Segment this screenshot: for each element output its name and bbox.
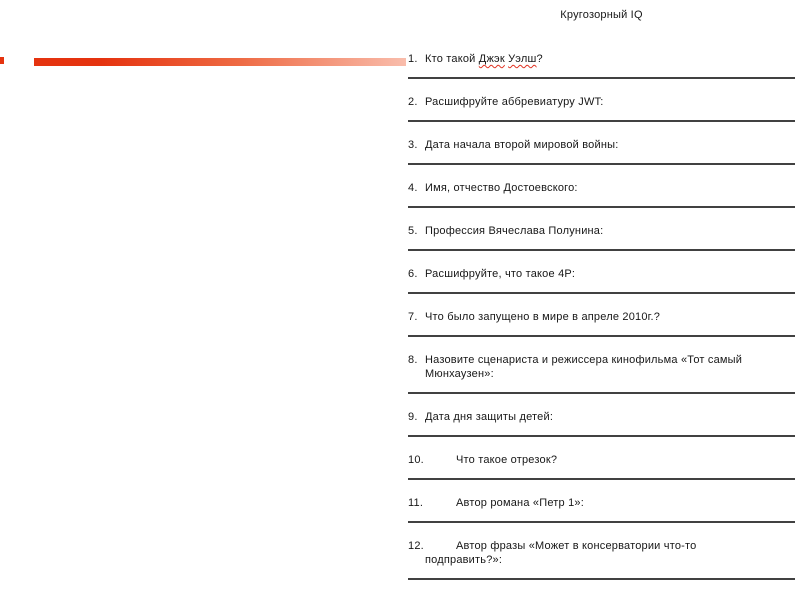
question-number: 6. <box>408 268 418 280</box>
question-item <box>408 353 795 394</box>
question-text: Дата начала второй мировой войны: <box>425 139 619 151</box>
red-accent-edge <box>0 57 4 64</box>
question-item <box>408 453 795 480</box>
answer-line <box>408 292 795 294</box>
question-item <box>408 310 795 337</box>
page-title: Кругозорный IQ <box>560 9 643 21</box>
answer-line <box>408 206 795 208</box>
question-item <box>408 138 795 165</box>
question-item <box>408 410 795 437</box>
question-text: Что такое отрезок? <box>456 454 558 466</box>
question-row <box>408 496 795 510</box>
question-number: 2. <box>408 96 418 108</box>
question-row <box>408 353 795 381</box>
question-row <box>408 138 795 152</box>
question-row <box>408 267 795 281</box>
question-number: 5. <box>408 225 418 237</box>
question-number: 9. <box>408 411 418 423</box>
question-text: Расшифруйте, что такое 4P: <box>425 268 576 280</box>
answer-line <box>408 521 795 523</box>
question-list <box>408 52 795 580</box>
question-number: 12. <box>408 540 424 552</box>
answer-line <box>408 335 795 337</box>
quiz-content <box>408 0 795 596</box>
question-text: Профессия Вячеслава Полунина: <box>425 225 604 237</box>
question-item <box>408 224 795 251</box>
question-text: Назовите сценариста и режиссера кинофильма «Тот самый Мюнхаузен»: <box>425 354 743 380</box>
answer-line <box>408 435 795 437</box>
question-item <box>408 267 795 294</box>
question-number: 4. <box>408 182 418 194</box>
question-row <box>408 181 795 195</box>
question-number: 10. <box>408 454 424 466</box>
question-number: 1. <box>408 53 418 65</box>
question-text: Автор фразы «Может в консерватории что-то подправить?»: <box>425 540 697 566</box>
question-row <box>408 52 795 66</box>
answer-line <box>408 392 795 394</box>
question-item <box>408 181 795 208</box>
question-row <box>408 453 795 467</box>
question-number: 11. <box>408 497 424 509</box>
answer-line <box>408 249 795 251</box>
answer-line <box>408 120 795 122</box>
red-accent-bar <box>34 58 406 66</box>
question-item <box>408 496 795 523</box>
question-text: Расшифруйте аббревиатуру JWT: <box>425 96 604 108</box>
question-number: 7. <box>408 311 418 323</box>
question-row <box>408 310 795 324</box>
answer-line <box>408 163 795 165</box>
spellcheck-underline: Джэк <box>478 53 505 65</box>
question-text: Автор романа «Петр 1»: <box>456 497 584 509</box>
spellcheck-underline: Уэлш <box>508 53 537 65</box>
question-row <box>408 224 795 238</box>
question-item <box>408 52 795 79</box>
question-row <box>408 95 795 109</box>
question-row <box>408 539 795 567</box>
answer-line <box>408 578 795 580</box>
question-text: Что было запущено в мире в апреле 2010г.? <box>425 311 661 323</box>
question-item <box>408 539 795 580</box>
answer-line <box>408 478 795 480</box>
question-number: 8. <box>408 354 418 366</box>
question-text: Имя, отчество Достоевского: <box>425 182 578 194</box>
question-text: Кто такой Джэк Уэлш? <box>425 53 543 65</box>
question-number: 3. <box>408 139 418 151</box>
question-row <box>408 410 795 424</box>
answer-line <box>408 77 795 79</box>
question-text: Дата дня защиты детей: <box>425 411 554 423</box>
question-item <box>408 95 795 122</box>
